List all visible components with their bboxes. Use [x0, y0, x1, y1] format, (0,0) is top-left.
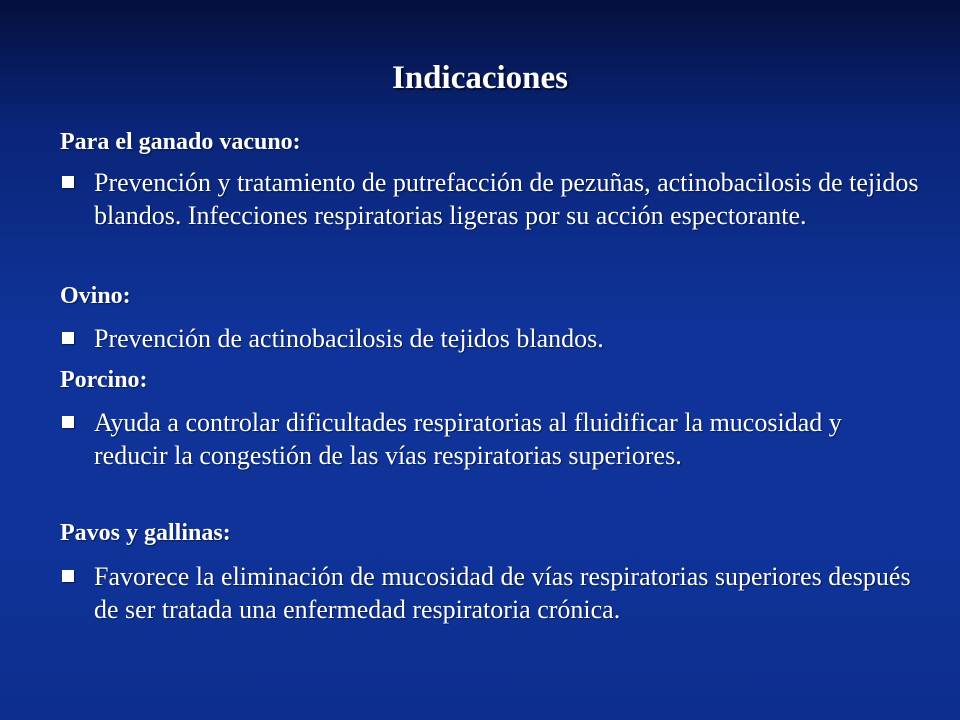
square-bullet-icon: [62, 570, 74, 582]
bullet-text: Prevención de actinobacilosis de tejidos blandos.: [94, 324, 604, 353]
slide-title: Indicaciones: [391, 60, 569, 96]
section-label-pavos-gallinas: Pavos y gallinas:: [60, 520, 231, 546]
section-label-ganado-vacuno: Para el ganado vacuno:: [60, 129, 301, 155]
bullet-item-pavos-gallinas: [60, 560, 920, 626]
bullet-item-ganado-vacuno: [60, 166, 920, 232]
section-label-ovino: Ovino:: [60, 283, 131, 309]
section-label-porcino: Porcino:: [60, 367, 148, 393]
square-bullet-icon: [62, 416, 74, 428]
square-bullet-icon: [62, 176, 74, 188]
bullet-text: Favorece la eliminación de mucosidad de vías respiratorias superiores después de ser tratada una enfermedad respiratoria crónica.: [94, 562, 911, 624]
bullet-text: Ayuda a controlar dificultades respiratorias al fluidificar la mucosidad y reducir la congestión de las vías respiratorias superiores.: [94, 408, 842, 470]
bullet-text: Prevención y tratamiento de putrefacción de pezuñas, actinobacilosis de tejidos blandos. Infecciones respiratorias ligeras por su acción espectorante.: [94, 168, 919, 230]
bullet-item-porcino: [60, 406, 920, 472]
bullet-item-ovino: [60, 322, 920, 355]
square-bullet-icon: [62, 332, 74, 344]
